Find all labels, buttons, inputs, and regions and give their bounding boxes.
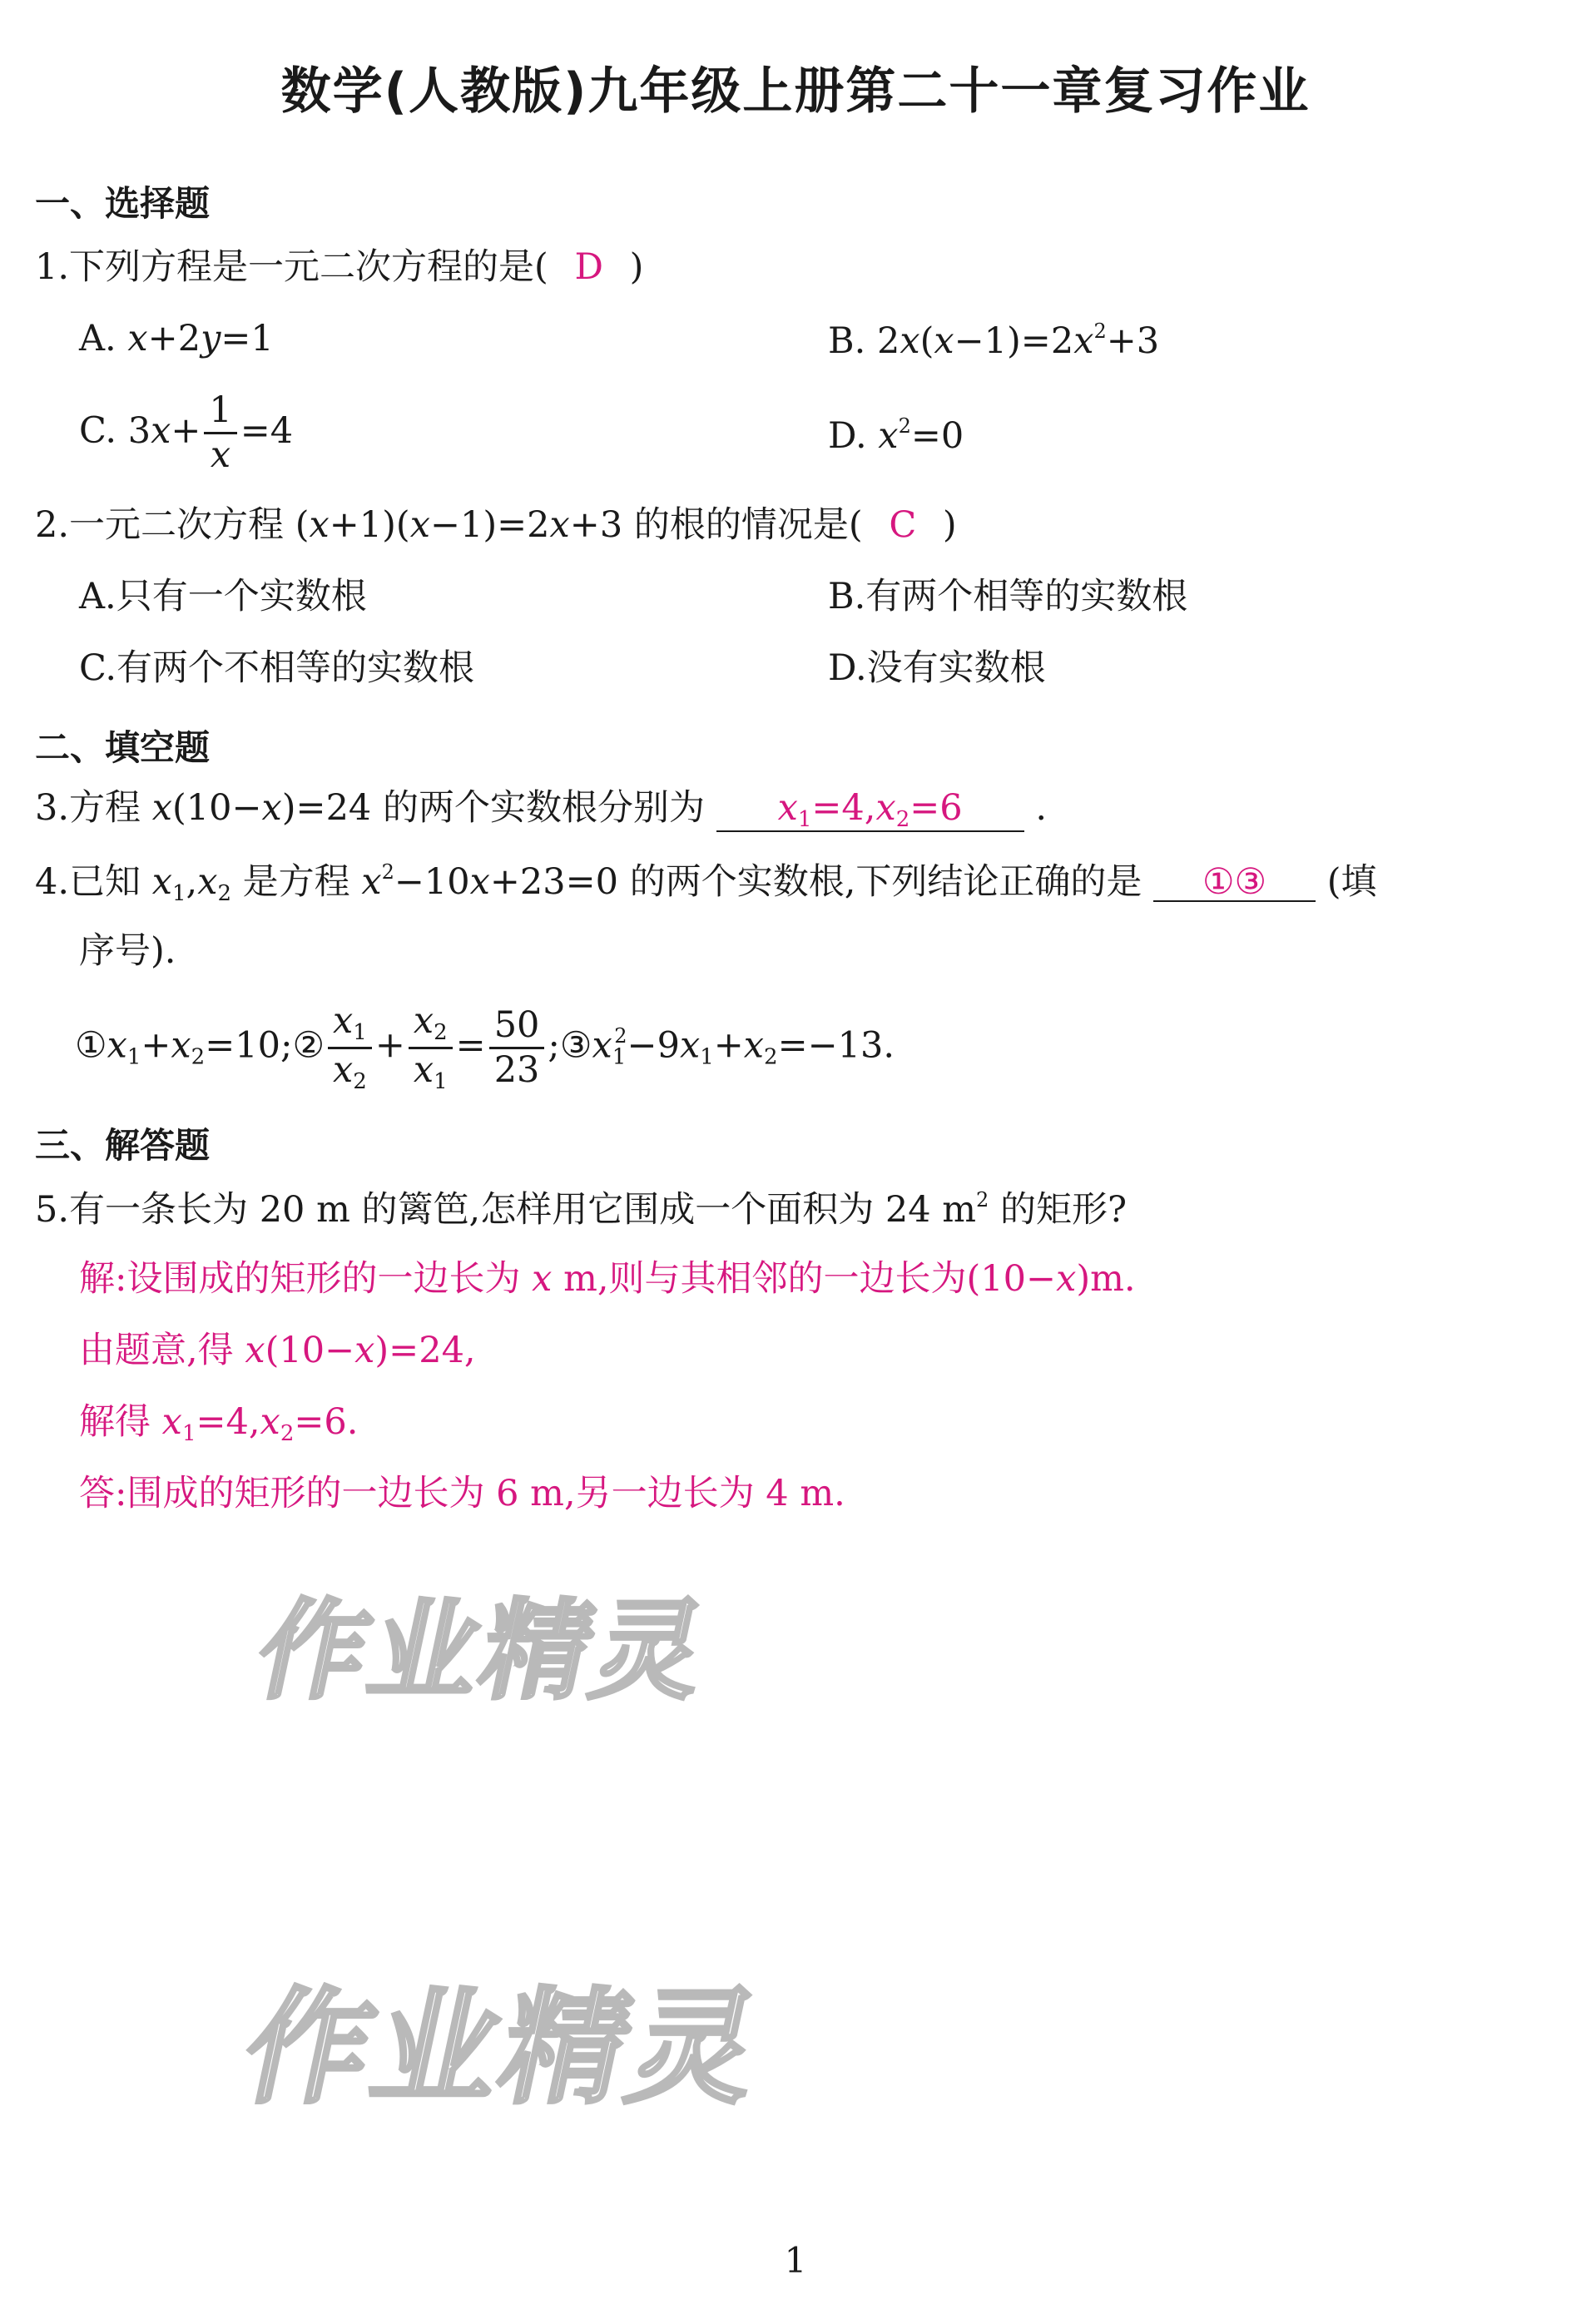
q4-stem-text-2: 的两个实数根,下列结论正确的是: [629, 861, 1142, 903]
q5-stem-text: 5.有一条长为 20 m 的篱笆,怎样用它围成一个面积为 24 m: [35, 1189, 977, 1231]
q5-solution-line-2: [79, 1330, 476, 1371]
q1-stem-close: ): [629, 246, 644, 288]
page-title: 数学(人教版)九年级上册第二十一章复习作业: [280, 62, 1311, 121]
section-heading-choice: 一、选择题: [35, 183, 211, 224]
q4-stem-text: 4.已知: [35, 861, 141, 903]
q5-sol1-text-2: m,则与其相邻的一边长为(10−: [563, 1258, 1057, 1300]
fraction: $\frac{1}{x}$: [204, 393, 236, 473]
q1-answer: D: [574, 246, 603, 288]
q3-period: .: [1035, 787, 1047, 829]
q1-option-d-label: D.: [828, 415, 867, 457]
q2-option-a: A.只有一个实数根: [79, 576, 367, 617]
question-3: [35, 787, 1047, 832]
q5-sol1-end: )m.: [1076, 1258, 1136, 1300]
fraction: $\frac{x_1}{x_2}$: [328, 1003, 372, 1093]
q1-option-b: [828, 320, 1160, 362]
q3-stem-text-2: 的两个实数根分别为: [382, 787, 705, 829]
section-heading-solve: 三、解答题: [35, 1125, 211, 1166]
q1-stem-text: 1.下列方程是一元二次方程的是(: [35, 246, 548, 288]
question-2-stem: [35, 504, 957, 546]
q2-equation: (x+1)(x−1)=2x+3: [295, 504, 634, 546]
q1-option-b-formula: $2x(x-1)=2x^2+3$: [876, 320, 1160, 362]
q4-conclusions: $①x_1+x_2=10;②$ $\frac{x_1}{x_2}$ + $\frac{x_2}{x_1}$ = $\frac{50}{23}$ $;③x_1^2-9x_1+x_2=-13$.: [75, 1000, 895, 1094]
q4-roots: $x_1,x_2$: [151, 861, 231, 906]
q1-option-a: [79, 318, 274, 359]
q2-stem-close: ): [942, 504, 957, 546]
q5-solution-line-4: 答:围成的矩形的一边长为 6 m,另一边长为 4 m.: [79, 1473, 845, 1514]
q1-option-b-label: B.: [828, 320, 866, 362]
q4-stem-mid: 是方程: [242, 861, 350, 903]
q5-sol1-text: 解:设围成的矩形的一边长为: [79, 1258, 521, 1300]
q2-option-c: C.有两个不相等的实数根: [79, 647, 475, 689]
q1-option-a-label: A.: [79, 318, 116, 359]
q3-stem-text: 3.方程: [35, 787, 141, 829]
watermark-logo: 作业精灵: [246, 1588, 720, 1714]
question-5-stem: 5.有一条长为 20 m 的篱笆,怎样用它围成一个面积为 24 $m^2$ 的矩形?: [35, 1188, 1128, 1231]
q1-option-c: [79, 389, 294, 476]
q2-stem-text: 2.一元二次方程: [35, 504, 285, 546]
q3-equation: x(10−x)=24: [151, 787, 383, 829]
page-number: 1: [784, 2240, 807, 2281]
q1-option-d-formula: $x^2=0$: [878, 414, 964, 457]
q5-solution-line-3: [79, 1401, 359, 1446]
question-4: [35, 862, 1377, 904]
q4-equation: $x^2-10x+23=0$: [361, 860, 630, 903]
q5-solution-line-1: 解:设围成的矩形的一边长为 x m,则与其相邻的一边长为(10−x)m.: [79, 1258, 1136, 1300]
q5-stem-text-2: 的矩形?: [989, 1189, 1128, 1231]
q4-answer-blank: ①③: [1153, 865, 1316, 902]
question-1-stem: [35, 246, 644, 288]
q1-option-d: [828, 414, 964, 457]
q5-sol2-equation: x(10−x)=24,: [245, 1330, 476, 1371]
q2-option-d: D.没有实数根: [828, 647, 1046, 689]
section-heading-fill: 二、填空题: [35, 727, 211, 768]
q3-answer-blank: $x_1=4,x_2=6$: [716, 790, 1024, 832]
q2-answer: C: [889, 504, 917, 546]
q2-option-b: B.有两个相等的实数根: [828, 576, 1188, 617]
q1-option-c-formula: 3x+ $\frac{1}{x}$ =4: [127, 389, 294, 476]
q4-tail: (填: [1326, 861, 1377, 903]
q2-stem-text-2: 的根的情况是(: [633, 504, 863, 546]
q5-sol3-text: 解得: [79, 1401, 151, 1443]
q4-line-2: 序号).: [79, 930, 176, 972]
q5-sol2-text: 由题意,得: [79, 1330, 234, 1371]
q1-option-a-formula: x+2y=1: [127, 318, 274, 359]
watermark-logo: 作业精灵: [231, 1976, 776, 2121]
fraction: $\frac{x_2}{x_1}$: [409, 1003, 453, 1093]
fraction: $\frac{50}{23}$: [489, 1008, 545, 1088]
q5-sol3-roots: $x_1=4,x_2=6$.: [161, 1401, 359, 1446]
q1-option-c-label: C.: [79, 409, 117, 452]
